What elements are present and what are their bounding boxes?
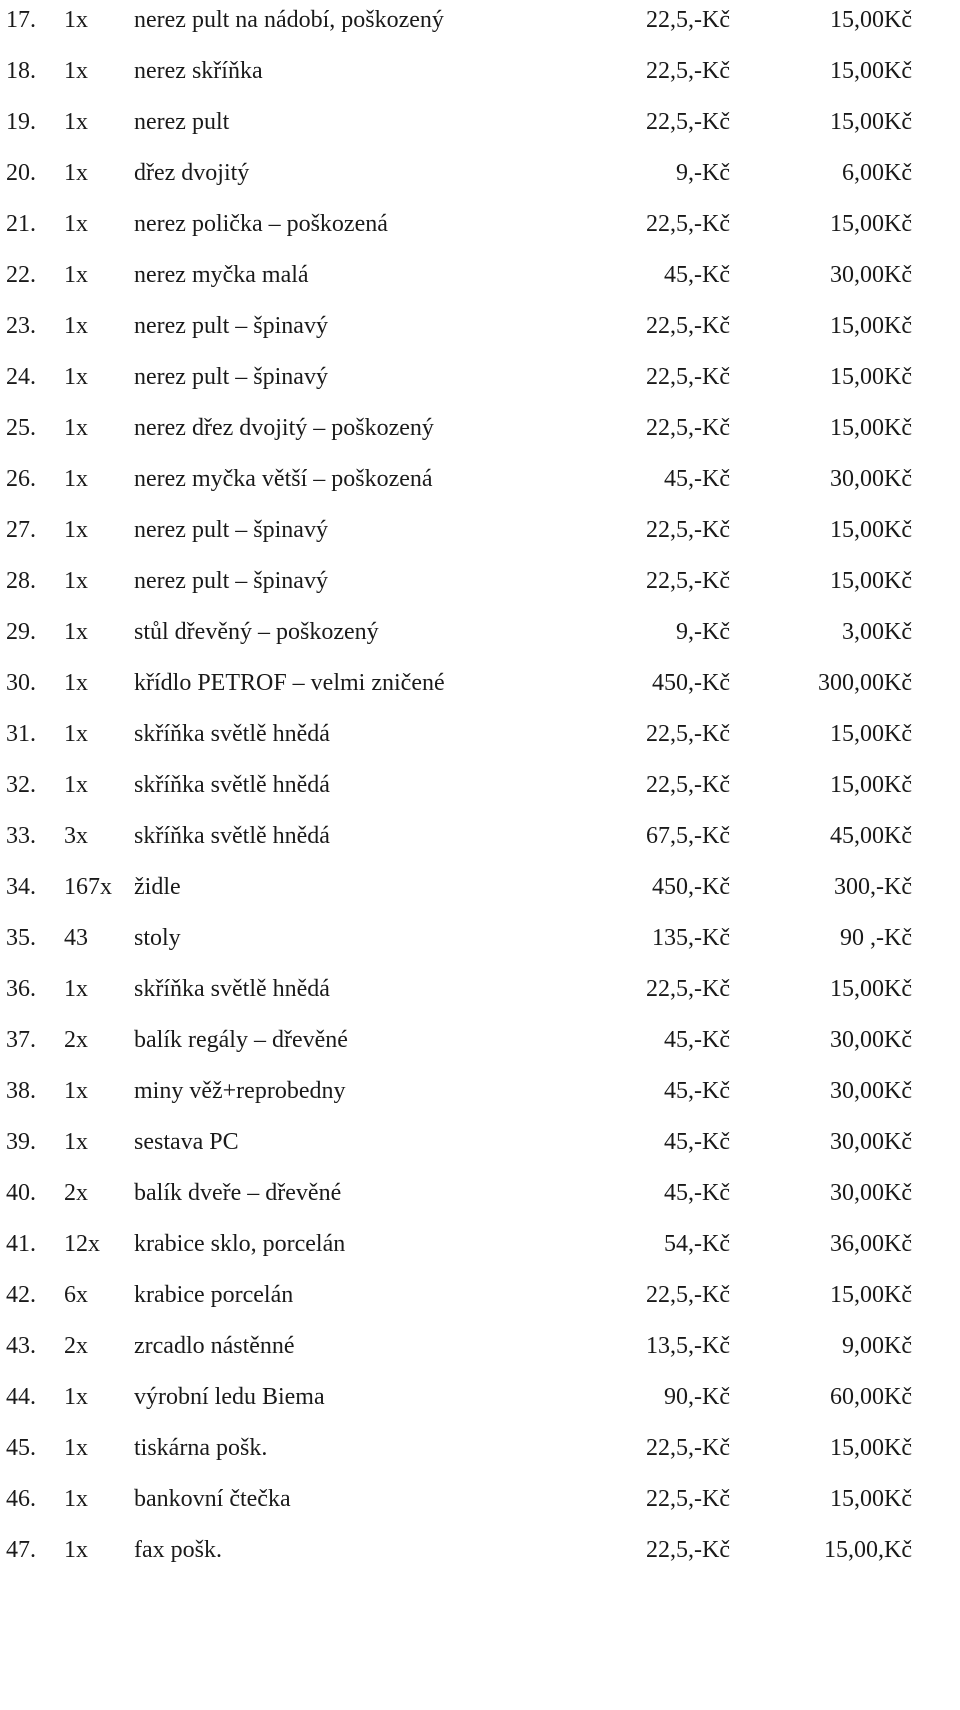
- item-number: 45.: [6, 1435, 36, 1461]
- item-description: nerez skříňka: [134, 58, 263, 84]
- item-quantity: 1x: [64, 976, 88, 1002]
- item-price: 450,-Kč: [652, 874, 730, 900]
- list-item: [0, 51, 960, 91]
- item-price: 22,5,-Kč: [646, 364, 730, 390]
- item-residual-price: 45,00Kč: [830, 823, 912, 849]
- item-price: 22,5,-Kč: [646, 7, 730, 33]
- item-residual-price: 15,00Kč: [830, 1486, 912, 1512]
- item-price: 22,5,-Kč: [646, 1435, 730, 1461]
- list-item: [0, 1428, 960, 1468]
- item-quantity: 1x: [64, 568, 88, 594]
- list-item: [0, 204, 960, 244]
- item-description: nerez pult: [134, 109, 230, 135]
- item-number: 22.: [6, 262, 36, 288]
- item-quantity: 2x: [64, 1180, 88, 1206]
- item-description: zrcadlo nástěnné: [134, 1333, 295, 1359]
- item-price: 45,-Kč: [664, 1129, 730, 1155]
- item-quantity: 6x: [64, 1282, 88, 1308]
- item-residual-price: 15,00Kč: [830, 1282, 912, 1308]
- item-description: skříňka světlě hnědá: [134, 721, 330, 747]
- item-quantity: 1x: [64, 109, 88, 135]
- item-description: nerez myčka větší – poškozená: [134, 466, 433, 492]
- list-item: [0, 1173, 960, 1213]
- item-residual-price: 15,00Kč: [830, 211, 912, 237]
- item-residual-price: 3,00Kč: [842, 619, 912, 645]
- item-quantity: 1x: [64, 721, 88, 747]
- item-quantity: 1x: [64, 1384, 88, 1410]
- item-residual-price: 30,00Kč: [830, 1027, 912, 1053]
- item-number: 35.: [6, 925, 36, 951]
- item-number: 33.: [6, 823, 36, 849]
- item-number: 42.: [6, 1282, 36, 1308]
- item-residual-price: 15,00Kč: [830, 517, 912, 543]
- item-quantity: 1x: [64, 772, 88, 798]
- item-quantity: 1x: [64, 262, 88, 288]
- item-description: skříňka světlě hnědá: [134, 823, 330, 849]
- item-number: 37.: [6, 1027, 36, 1053]
- item-quantity: 12x: [64, 1231, 100, 1257]
- list-item: [0, 1020, 960, 1060]
- item-number: 20.: [6, 160, 36, 186]
- item-quantity: 43: [64, 925, 88, 951]
- list-item: [0, 1377, 960, 1417]
- item-residual-price: 300,-Kč: [834, 874, 912, 900]
- item-price: 45,-Kč: [664, 1078, 730, 1104]
- item-description: balík dveře – dřevěné: [134, 1180, 342, 1206]
- list-item: [0, 1122, 960, 1162]
- item-quantity: 167x: [64, 874, 112, 900]
- item-number: 21.: [6, 211, 36, 237]
- item-quantity: 1x: [64, 58, 88, 84]
- item-description: sestava PC: [134, 1129, 239, 1155]
- item-price: 22,5,-Kč: [646, 568, 730, 594]
- item-number: 30.: [6, 670, 36, 696]
- item-residual-price: 6,00Kč: [842, 160, 912, 186]
- item-number: 29.: [6, 619, 36, 645]
- item-price: 22,5,-Kč: [646, 211, 730, 237]
- list-item: [0, 867, 960, 907]
- item-description: dřez dvojitý: [134, 160, 250, 186]
- item-residual-price: 15,00,Kč: [824, 1537, 912, 1563]
- item-number: 31.: [6, 721, 36, 747]
- list-item: [0, 102, 960, 142]
- item-description: nerez pult na nádobí, poškozený: [134, 7, 444, 33]
- list-item: [0, 510, 960, 550]
- item-residual-price: 15,00Kč: [830, 109, 912, 135]
- item-description: nerez myčka malá: [134, 262, 309, 288]
- item-price: 13,5,-Kč: [646, 1333, 730, 1359]
- item-residual-price: 15,00Kč: [830, 568, 912, 594]
- list-item: [0, 1071, 960, 1111]
- item-description: nerez dřez dvojitý – poškozený: [134, 415, 434, 441]
- item-description: stoly: [134, 925, 181, 951]
- item-quantity: 1x: [64, 211, 88, 237]
- item-residual-price: 15,00Kč: [830, 364, 912, 390]
- item-price: 45,-Kč: [664, 262, 730, 288]
- list-item: [0, 306, 960, 346]
- item-residual-price: 300,00Kč: [818, 670, 912, 696]
- item-description: bankovní čtečka: [134, 1486, 291, 1512]
- item-price: 22,5,-Kč: [646, 1282, 730, 1308]
- list-item: [0, 816, 960, 856]
- list-item: [0, 612, 960, 652]
- item-price: 45,-Kč: [664, 1180, 730, 1206]
- item-quantity: 1x: [64, 517, 88, 543]
- item-description: nerez pult – špinavý: [134, 517, 328, 543]
- item-price: 22,5,-Kč: [646, 1486, 730, 1512]
- item-number: 27.: [6, 517, 36, 543]
- list-item: [0, 663, 960, 703]
- item-residual-price: 30,00Kč: [830, 1180, 912, 1206]
- item-number: 24.: [6, 364, 36, 390]
- item-number: 43.: [6, 1333, 36, 1359]
- item-number: 28.: [6, 568, 36, 594]
- list-item: [0, 561, 960, 601]
- item-price: 9,-Kč: [676, 619, 730, 645]
- item-description: křídlo PETROF – velmi zničené: [134, 670, 445, 696]
- item-quantity: 1x: [64, 1129, 88, 1155]
- item-residual-price: 36,00Kč: [830, 1231, 912, 1257]
- list-item: [0, 1530, 960, 1570]
- item-description: krabice sklo, porcelán: [134, 1231, 346, 1257]
- item-quantity: 1x: [64, 364, 88, 390]
- item-description: skříňka světlě hnědá: [134, 772, 330, 798]
- item-quantity: 1x: [64, 415, 88, 441]
- list-item: [0, 765, 960, 805]
- item-price: 22,5,-Kč: [646, 976, 730, 1002]
- item-price: 9,-Kč: [676, 160, 730, 186]
- item-number: 34.: [6, 874, 36, 900]
- item-description: fax pošk.: [134, 1537, 222, 1563]
- item-residual-price: 30,00Kč: [830, 1129, 912, 1155]
- item-description: stůl dřevěný – poškozený: [134, 619, 379, 645]
- item-number: 39.: [6, 1129, 36, 1155]
- item-residual-price: 15,00Kč: [830, 7, 912, 33]
- list-item: [0, 1224, 960, 1264]
- item-residual-price: 15,00Kč: [830, 58, 912, 84]
- item-description: nerez polička – poškozená: [134, 211, 388, 237]
- item-price: 22,5,-Kč: [646, 415, 730, 441]
- item-residual-price: 15,00Kč: [830, 313, 912, 339]
- list-item: [0, 714, 960, 754]
- item-number: 32.: [6, 772, 36, 798]
- item-description: židle: [134, 874, 181, 900]
- item-price: 45,-Kč: [664, 1027, 730, 1053]
- item-residual-price: 60,00Kč: [830, 1384, 912, 1410]
- item-quantity: 1x: [64, 1537, 88, 1563]
- item-number: 41.: [6, 1231, 36, 1257]
- item-description: výrobní ledu Biema: [134, 1384, 325, 1410]
- item-number: 23.: [6, 313, 36, 339]
- item-quantity: 2x: [64, 1027, 88, 1053]
- item-quantity: 1x: [64, 313, 88, 339]
- list-item: [0, 1326, 960, 1366]
- item-price: 22,5,-Kč: [646, 772, 730, 798]
- item-number: 46.: [6, 1486, 36, 1512]
- list-item: [0, 357, 960, 397]
- item-number: 36.: [6, 976, 36, 1002]
- item-description: nerez pult – špinavý: [134, 364, 328, 390]
- item-quantity: 1x: [64, 1435, 88, 1461]
- item-price: 67,5,-Kč: [646, 823, 730, 849]
- item-quantity: 1x: [64, 1078, 88, 1104]
- item-residual-price: 15,00Kč: [830, 976, 912, 1002]
- item-residual-price: 90 ,-Kč: [840, 925, 912, 951]
- list-item: [0, 153, 960, 193]
- item-number: 47.: [6, 1537, 36, 1563]
- list-item: [0, 408, 960, 448]
- item-residual-price: 30,00Kč: [830, 1078, 912, 1104]
- item-quantity: 1x: [64, 160, 88, 186]
- item-description: nerez pult – špinavý: [134, 313, 328, 339]
- list-item: [0, 1275, 960, 1315]
- item-number: 25.: [6, 415, 36, 441]
- item-number: 19.: [6, 109, 36, 135]
- item-number: 44.: [6, 1384, 36, 1410]
- item-residual-price: 30,00Kč: [830, 262, 912, 288]
- item-price: 22,5,-Kč: [646, 58, 730, 84]
- item-number: 38.: [6, 1078, 36, 1104]
- item-description: skříňka světlě hnědá: [134, 976, 330, 1002]
- item-number: 17.: [6, 7, 36, 33]
- item-price: 450,-Kč: [652, 670, 730, 696]
- item-number: 40.: [6, 1180, 36, 1206]
- item-price: 45,-Kč: [664, 466, 730, 492]
- item-quantity: 1x: [64, 619, 88, 645]
- item-quantity: 1x: [64, 1486, 88, 1512]
- item-description: miny věž+reprobedny: [134, 1078, 346, 1104]
- item-quantity: 2x: [64, 1333, 88, 1359]
- list-item: [0, 0, 960, 40]
- item-price: 22,5,-Kč: [646, 109, 730, 135]
- item-quantity: 3x: [64, 823, 88, 849]
- item-price: 22,5,-Kč: [646, 1537, 730, 1563]
- item-residual-price: 15,00Kč: [830, 415, 912, 441]
- item-residual-price: 30,00Kč: [830, 466, 912, 492]
- item-description: tiskárna pošk.: [134, 1435, 268, 1461]
- item-description: balík regály – dřevěné: [134, 1027, 348, 1053]
- item-description: nerez pult – špinavý: [134, 568, 328, 594]
- item-residual-price: 15,00Kč: [830, 772, 912, 798]
- list-item: [0, 255, 960, 295]
- list-item: [0, 918, 960, 958]
- item-price: 22,5,-Kč: [646, 721, 730, 747]
- item-number: 26.: [6, 466, 36, 492]
- item-price: 22,5,-Kč: [646, 517, 730, 543]
- item-price: 90,-Kč: [664, 1384, 730, 1410]
- item-price: 135,-Kč: [652, 925, 730, 951]
- item-description: krabice porcelán: [134, 1282, 294, 1308]
- list-item: [0, 459, 960, 499]
- item-quantity: 1x: [64, 7, 88, 33]
- item-price: 54,-Kč: [664, 1231, 730, 1257]
- list-item: [0, 1479, 960, 1519]
- item-price: 22,5,-Kč: [646, 313, 730, 339]
- item-number: 18.: [6, 58, 36, 84]
- item-residual-price: 9,00Kč: [842, 1333, 912, 1359]
- item-residual-price: 15,00Kč: [830, 1435, 912, 1461]
- item-residual-price: 15,00Kč: [830, 721, 912, 747]
- item-quantity: 1x: [64, 466, 88, 492]
- item-quantity: 1x: [64, 670, 88, 696]
- list-item: [0, 969, 960, 1009]
